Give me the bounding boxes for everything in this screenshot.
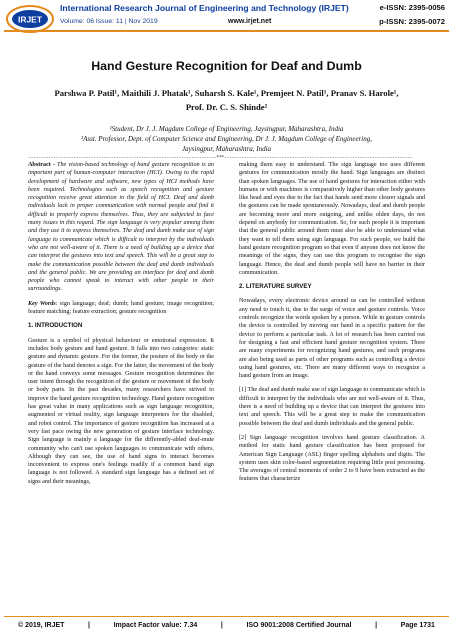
literature-paragraph-3: [2] Sign language recognition involves hand gesture classification. A method for static hand gesture classification has been proposed for American Sign Language (ASL) finger spelling alphabets and digits. The system uses skin color-based segmentation requiring little post processing. The averages of central moments of order 2 to 9 have been extracted as the features that characterize (239, 434, 425, 483)
affiliation-1: ¹Student, Dr J. J. Magdum College of Engineering, Jaysingpur, Maharashtra, India (109, 125, 344, 133)
page-footer (18, 622, 435, 629)
section-separator: ---------------------------------------------------------------------------***--------------------------------------------------------------------------- (28, 155, 413, 161)
authors-line-2: Prof. Dr. C. S. Shinde² (185, 102, 268, 112)
logo-text: IRJET (17, 14, 43, 25)
footer-iso: ISO 9001:2008 Certified Journal (246, 622, 352, 629)
authors-line-1: Parshwa P. Patil¹, Maithili J. Phatak¹, Suharsh S. Kale¹, Premjeet N. Patil¹, Pranav S. Harole¹, (54, 88, 399, 98)
affiliations (24, 124, 429, 154)
paper-title: Hand Gesture Recognition for Deaf and Dumb (91, 59, 362, 73)
abstract-text: The vision-based technology of hand gesture recognition is an important part of human-computer interaction (HCI). Owing to the rapid development of hardware and software, new types of HCI methods have been required. Technologies such as speech recognition and gesture recognition receive great attention in the field of HCI. Deaf and dumb individuals lack in proper communication with normal people and find it difficult to properly express themselves. Thus, they are subjected to face many issues in this regard. The sign language is very popular among them and they use it to express themselves. The deaf and dumb make use of sign language to communicate which is difficult to interpret by the individuals who are not well-aware of it. There is a need of building up a device that can interpret the gestures into text and speech. This will be a great step to make the communication possible between the deaf and dumb individuals and the general public. We are providing an interface for deaf and dumb people who cannot speak to interact with other people in their surroundings. (28, 162, 214, 293)
section-heading-literature-survey: 2. LITERATURE SURVEY (239, 283, 312, 291)
affiliation-2-cont: Jaysingpur, Maharashtra, India (181, 145, 272, 153)
keywords-text: : sign language; deaf; dumb; hand gesture; image recognition; feature matching; feature extraction; gesture recognition (28, 300, 214, 316)
right-column (239, 161, 425, 490)
literature-paragraph-2: [1] The deaf and dumb make use of sign language to communicate which is difficult to interpret by the individuals who are not well-aware of it. Thus, there is a need of building up a device that can interpret the gestures into text and speech. This will be a great step to make the communication possible between the deaf and dumb individuals and the general public. (239, 387, 425, 427)
author-list (20, 86, 433, 114)
p-issn: p-ISSN: 2395-0072 (379, 17, 445, 26)
introduction-paragraph-cont: making them easy to understand. The sign language too uses different gestures for communication mostly the hand. Sign languages are distinct than spoken languages. The use of hand gestures for interaction either with humans or with machines is comparatively higher than other body gestures like head and eyes due to the fact that hands send more clearer signals and the gestures can be made spontaneously. Nowadays, deaf and dumb people are becoming more and more outgoing, and unlike olden days, do not depend on anybody for communication. So, for such people it is important that the general public around them must also be able to understand what they want to tell them using sign language. For such people, we build the hand gesture recognition program so that even if anyone does not know the meanings of the signs, they can use this program to recognise the sign language. Hence, the deaf and dumb people will have no barrier in their communication. (239, 162, 425, 276)
volume-issue: Volume: 06 Issue: 11 | Nov 2019 (60, 18, 158, 25)
footer-page-number: Page 1731 (400, 622, 435, 629)
e-issn: e-ISSN: 2395-0056 (379, 3, 445, 12)
footer-sep-3: | (375, 622, 378, 629)
footer-divider (4, 616, 449, 617)
header-divider (4, 30, 449, 32)
keywords (28, 300, 214, 317)
introduction-paragraph: Gesture is a symbol of physical behaviour or emotional expression. It includes body gesture and hand gesture. It falls into two categories: static gesture and dynamic gesture. For the former, the posture of the body or the gesture of the hand denotes a sign. For the latter, the movement of the body or the hand conveys some messages. Gesture recognition determines the user intent through the recognition of the gesture or movement of the body or body parts. In the past decades, many researchers have strived to improve the hand gesture recognition technology. Hand gesture recognition has great value in many applications such as sign language recognition, augmented or virtual reality, sign language interpreters for the disabled, and robot control. The importance of gesture recognition has increased at a very fast pace owing the new generation of gesture interface technology. Sign language is mainly a language for the differently-abled deaf-mute community who can't use spoken languages to communicate with others. Although they can see, the use of hand signs to interact becomes inconvenient to express one's feelings readily if a common hand sign language is not followed. A standard sign language has a defined set of signs and their meanings, (28, 337, 214, 485)
keywords-label: Key Words (28, 300, 56, 307)
literature-paragraph-1: Nowadays, every electronic device around us can be controlled without any need to touch it, due to the surge of voice and gesture controls. Voice controls recognize the words spoken by a person. While in gesture controls the device is controlled by moving our hand in a specific pattern for the device to perform a particular task. A lot of research has been carried out for designing a fast and efficient hand gesture recognition system. There are many experiments for recognizing hand gestures, and such programs are also being used as parts of other programs such as controlling a device using hand gestures, etc. There are many different ways to recognize a hand gesture from an image. (239, 298, 425, 380)
abstract-label: Abstract - (28, 162, 55, 168)
journal-header (0, 0, 453, 44)
left-column (28, 161, 214, 492)
journal-name: International Research Journal of Engineering and Technology (IRJET) (60, 3, 349, 13)
abstract (28, 161, 214, 294)
footer-copyright: © 2019, IRJET (18, 622, 65, 629)
footer-sep-2: | (220, 622, 223, 629)
affiliation-2: ²Asst. Professor, Dept. of Computer Science and Engineering, Dr J. J. Magdum College of Engineering, (81, 135, 372, 143)
section-heading-introduction: 1. INTRODUCTION (28, 322, 83, 330)
footer-sep-1: | (88, 622, 90, 629)
footer-impact-factor: Impact Factor value: 7.34 (113, 622, 198, 629)
journal-website[interactable]: www.irjet.net (228, 18, 272, 25)
